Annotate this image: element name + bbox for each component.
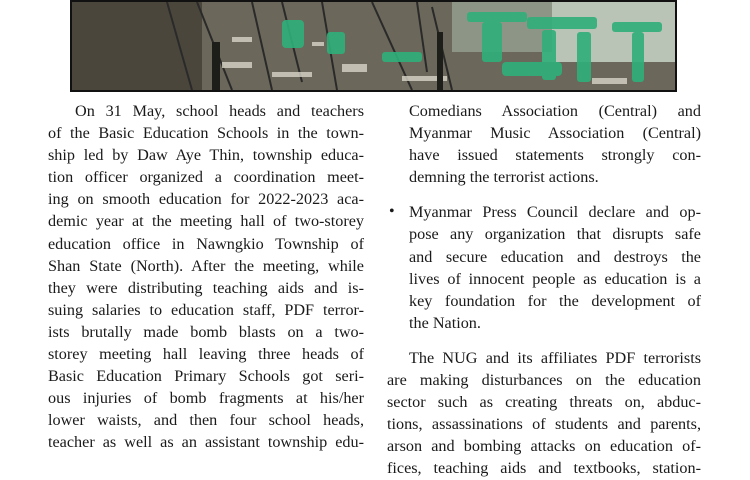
- text-line: key foundation for the development of: [409, 291, 701, 310]
- text-line: storey meeting hall leaving three heads of: [48, 345, 364, 364]
- bombed-hall-photo: [70, 0, 677, 92]
- text-line: have issued statements strongly con-: [409, 146, 701, 165]
- text-line: Myanmar Music Association (Central): [409, 124, 701, 143]
- text-line: sector such as creating threats on, abduc-: [387, 393, 701, 412]
- text-line: ists brutally made bomb blasts on a two-: [48, 322, 364, 341]
- text-line: Basic Education Primary Schools got seri-: [48, 367, 364, 386]
- text-line: The NUG and its affiliates PDF terrorists: [409, 348, 701, 367]
- text-line: are making disturbances on the education: [387, 371, 701, 390]
- bullet-dot-icon: •: [389, 203, 395, 221]
- text-line: Shan State (North). After the meeting, while: [48, 256, 364, 275]
- article-paragraph: [48, 100, 364, 454]
- text-line: tions, assassinations of students and parents,: [387, 415, 701, 434]
- text-line: ous injuries of bomb fragments at his/her: [48, 389, 364, 408]
- text-line: pose any organization that disrupts safe: [409, 225, 701, 244]
- text-line: teacher as well as an assistant township edu-: [48, 433, 364, 452]
- text-line: suing salaries to education staff, PDF terror-: [48, 300, 364, 319]
- text-line: demic year at the meeting hall of two-storey: [48, 212, 364, 231]
- text-line: Comedians Association (Central) and: [409, 102, 701, 120]
- text-line: ship led by Daw Aye Thin, township educa-: [48, 146, 364, 165]
- text-line: ing on smooth education for 2022-2023 aca-: [48, 190, 364, 209]
- text-line: fices, teaching aids and textbooks, station-: [387, 459, 701, 478]
- bullet-item: [387, 201, 701, 334]
- text-line: lower waists, and then four school heads,: [48, 411, 364, 430]
- text-line: the Nation.: [409, 313, 481, 332]
- text-line: lives of innocent people as education is a: [409, 269, 701, 288]
- text-line: On 31 May, school heads and teachers: [75, 102, 364, 120]
- text-line: education office in Nawngkio Township of: [48, 234, 364, 253]
- article-right-column: [387, 100, 701, 480]
- text-line: demning the terrorist actions.: [409, 168, 599, 187]
- text-line: of the Basic Education Schools in the town-: [48, 124, 364, 143]
- text-line: and secure education and destroys the: [409, 247, 701, 266]
- debris-scene-illustration: [72, 2, 675, 90]
- text-line: Myanmar Press Council declare and op-: [409, 203, 701, 222]
- article-left-column: [48, 100, 364, 454]
- text-line: arson and bombing attacks on education of-: [387, 437, 701, 456]
- text-line: they were distributing teaching aids and is-: [48, 278, 364, 297]
- continued-bullet-text: [387, 100, 701, 188]
- text-line: tion officer organized a coordination meet-: [48, 168, 364, 187]
